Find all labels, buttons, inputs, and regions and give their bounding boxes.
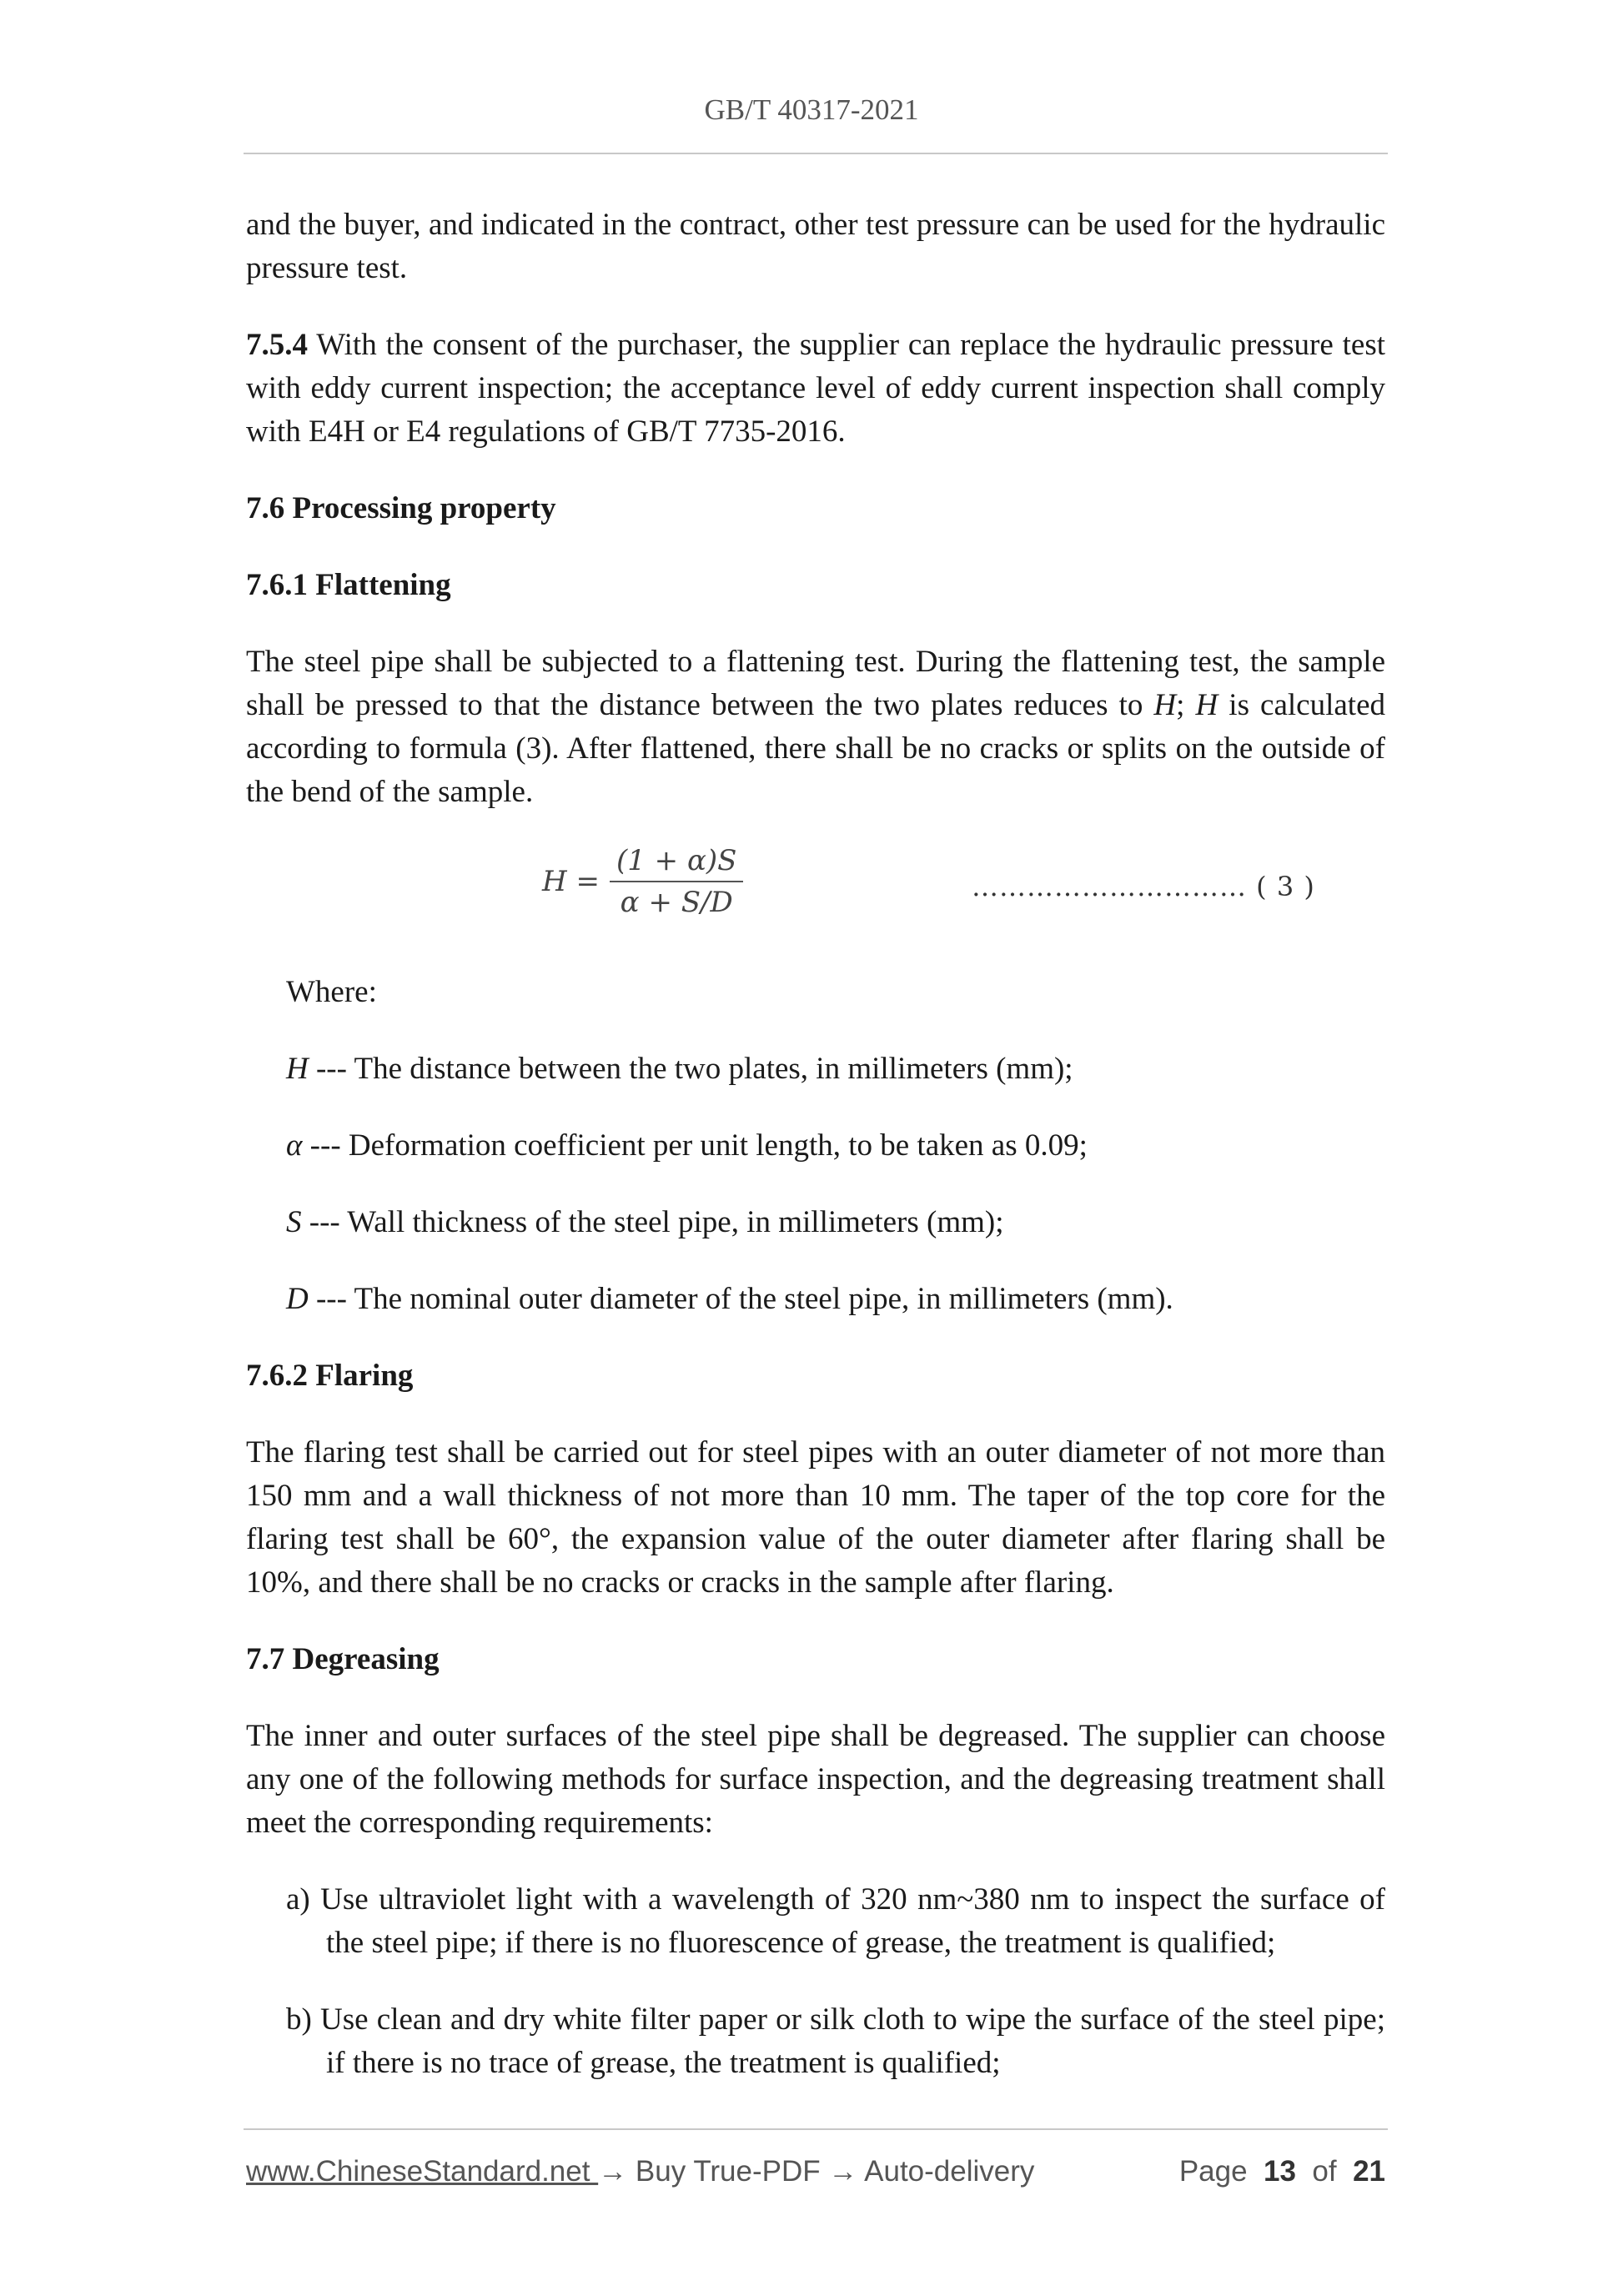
definition-s [246,1201,1385,1244]
formula-3 [246,844,1385,937]
definition-d [246,1278,1385,1321]
heading-7-7: 7.7 Degreasing [246,1642,440,1676]
paragraph-flattening [246,641,1385,814]
definition-text: --- Deformation coefficient per unit length, to be taken as 0.09; [302,1128,1088,1163]
formula-fraction [610,844,744,919]
heading-7-6-1: 7.6.1 Flattening [246,568,451,602]
definition-text: --- The nominal outer diameter of the steel pipe, in millimeters (mm). [308,1282,1173,1316]
heading-7-6: 7.6 Processing property [246,491,556,525]
text-run: is calculated according to formula (3). After flattened, there shall be no cracks or splits on the outside of the bend of the sample. [246,688,1386,809]
formula-expression [542,844,743,919]
definition-text: --- Wall thickness of the steel pipe, in millimeters (mm); [301,1205,1004,1239]
symbol-h: H [1153,688,1177,722]
clause-7-5-4 [246,324,1385,454]
paragraph-degreasing: The inner and outer surfaces of the steel pipe shall be degreased. The supplier can choose any one of the following methods for surface inspection, and the degreasing treatment shall meet the corresponding requirements: [246,1719,1385,1840]
website-link[interactable]: www.ChineseStandard.net [246,2155,599,2188]
definition-h [246,1048,1385,1091]
formula-lhs: H = [542,865,600,898]
symbol: H [286,1052,309,1086]
clause-text: With the consent of the purchaser, the supplier can replace the hydraulic pressure test with eddy current inspection; the acceptance level of eddy current inspection shall comply with E4H or E4 regulations of GB/T 7735-2016. [246,328,1385,449]
clause-number: 7.5.4 [246,328,308,362]
symbol: α [286,1128,303,1163]
paragraph-flaring: The flaring test shall be carried out for steel pipes with an outer diameter of not more than 150 mm and a wall thickness of not more than 10 mm. The taper of the top core for the flaring test shall be 60°, the expansion value of the outer diameter after flaring shall be 10%, and there shall be no cracks or cracks in the sample after flaring. [246,1435,1385,1600]
page-total: 21 [1353,2155,1385,2188]
document-body [246,203,1385,2085]
text-run: ; [1176,688,1196,722]
definition-text: --- The distance between the two plates, in millimeters (mm); [308,1052,1073,1086]
formula-denominator: α + S/D [620,886,733,919]
page-indicator [1179,2155,1385,2188]
formula-numerator: (1 + α)S [610,844,744,882]
list-item-b: b) Use clean and dry white filter paper or silk cloth to wipe the surface of the steel pipe; if there is no trace of grease, the treatment is qualified; [286,2002,1385,2080]
definition-alpha [246,1124,1385,1168]
symbol-h: H [1195,688,1219,722]
formula-number: ………………………… ( 3 ) [972,871,1315,902]
text-run: The steel pipe shall be subjected to a flattening test. During the flattening test, the sample shall be pressed to that the distance between the two plates reduces to [246,645,1385,722]
page-number: 13 [1264,2155,1296,2188]
header-rule [244,153,1388,154]
heading-7-6-2: 7.6.2 Flaring [246,1359,414,1393]
list-item-a: a) Use ultraviolet light with a wavelength of 320 nm~380 nm to inspect the surface of the steel pipe; if there is no fluorescence of grease, the treatment is qualified; [286,1882,1385,1960]
page-header: GB/T 40317-2021 [704,93,919,126]
symbol: S [286,1205,302,1239]
paragraph-continuation: and the buyer, and indicated in the contract, other test pressure can be used for the hydraulic pressure test. [246,208,1385,285]
page-label: Page [1178,2155,1248,2188]
symbol: D [286,1282,309,1316]
footer-rule [244,2128,1388,2130]
where-label: Where: [286,975,377,1009]
of-label: of [1312,2155,1337,2188]
footer-tagline: → Buy True-PDF → Auto-delivery [598,2155,1035,2188]
page-footer [246,2155,1385,2188]
